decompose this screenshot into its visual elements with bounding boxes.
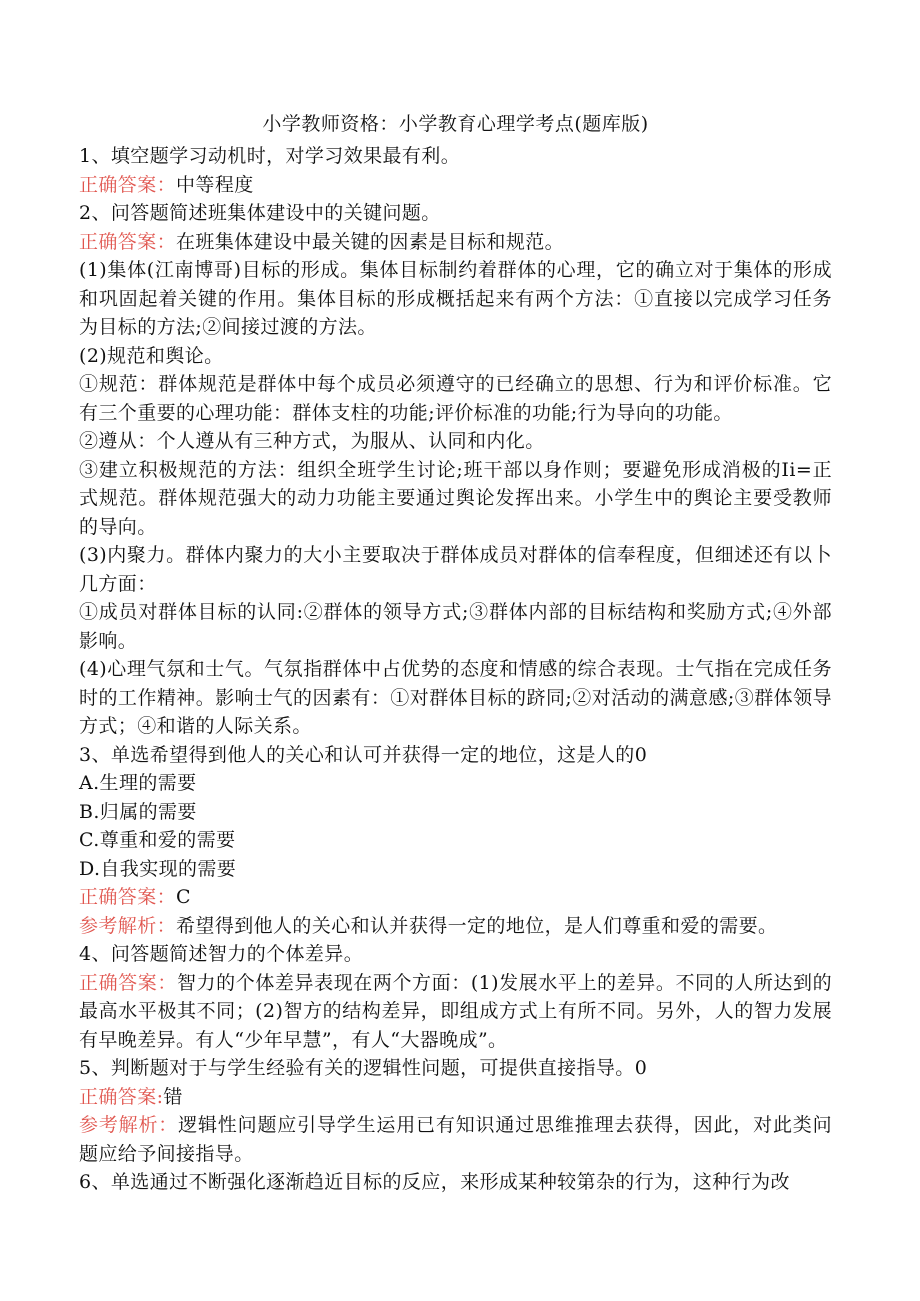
body-paragraph: B.归属的需要: [79, 800, 197, 823]
body-paragraph: ①规范：群体规范是群体中每个成员必须遵守的已经确立的思想、行为和评价标准。它有三个重要的心理功能：群体支柱的功能;评价标准的功能;行为导向的功能。: [79, 373, 832, 424]
answer-paragraph: [79, 1111, 832, 1168]
answer-text: 希望得到他人的关心和认并获得一定的地位，是人们尊重和爱的需要。: [176, 914, 778, 937]
body-paragraph: (4)心理气氛和士气。气氛指群体中占优势的态度和情感的综合表现。士气指在完成任务时的工作精神。影响士气的因素有：①对群体目标的跻同;②对活动的满意感;③群体领导方式；④和谐的人际关系。: [79, 658, 832, 737]
document-title: 小学教师资格：小学教育心理学考点(题库版): [262, 113, 649, 135]
document-body: [79, 142, 832, 1197]
answer-label: 正确答案：: [79, 886, 177, 908]
answer-label: 正确答案：: [79, 971, 177, 994]
answer-paragraph: [79, 969, 832, 1055]
body-paragraph: 1、填空题学习动机时，对学习效果最有利。: [79, 145, 461, 167]
body-paragraph: C.尊重和爱的需要: [79, 829, 236, 851]
answer-text: 错: [163, 1085, 183, 1108]
body-paragraph: 2、问答题简述班集体建设中的关键问题。: [79, 202, 441, 224]
body-paragraph: ③建立积极规范的方法：组织全班学生讨论;班干部以身作则；要避免形成消极的Ii=正式规范。群体规范强大的动力功能主要通过舆论发挥出来。小学生中的舆论主要受教师的导向。: [79, 458, 832, 538]
body-paragraph: 6、单选通过不断强化逐渐趋近目标的反应，来形成某种较第杂的行为，这种行为改: [79, 1171, 790, 1193]
body-paragraph: ②遵从：个人遵从有三种方式，为服从、认同和内化。: [79, 430, 545, 452]
answer-label: 正确答案:: [79, 1085, 164, 1108]
answer-text: 逻辑性问题应引导学生运用已有知识通过思维推理去获得，因此，对此类问题应给予间接指导。: [79, 1114, 832, 1165]
answer-label: 参考解析：: [79, 1114, 179, 1136]
body-paragraph: (1)集体(江南博哥)目标的形成。集体目标制约着群体的心理，它的确立对于集体的形成和巩固起着关键的作用。集体目标的形成概括起来有两个方法：①直接以完成学习任务为目标的方法;②间接过渡的方法。: [79, 259, 832, 338]
answer-text: 中等程度: [176, 173, 254, 196]
answer-paragraph: [79, 228, 832, 257]
answer-label: 参考解析：: [79, 914, 177, 937]
body-paragraph: 3、单选希望得到他人的关心和认可并获得一定的地位，这是人的0: [79, 743, 648, 766]
answer-label: 正确答案：: [79, 173, 177, 196]
answer-paragraph: [79, 883, 832, 912]
body-paragraph: (3)内聚力。群体内聚力的大小主要取决于群体成员对群体的信奉程度，但细述还有以卜几方面：: [79, 544, 832, 595]
answer-paragraph: [79, 912, 832, 941]
body-paragraph: D.自我实现的需要: [79, 857, 237, 880]
answer-text: C: [176, 886, 191, 908]
answer-text: 智力的个体差异表现在两个方面：(1)发展水平上的差异。不同的人所达到的最高水平极其不同；(2)智方的结构差异，即组成方式上有所不同。另外，人的智力发展有早晚差异。有人“少年早慧”，有人“大器晚成”。: [79, 971, 832, 1051]
answer-label: 正确答案：: [79, 230, 177, 253]
body-paragraph: (2)规范和舆论。: [79, 344, 224, 367]
answer-paragraph: [79, 171, 832, 200]
body-paragraph: 5、判断题对于与学生经验有关的逻辑性问题，可提供直接指导。0: [79, 1057, 648, 1079]
answer-text: 在班集体建设中最关键的因素是目标和规范。: [176, 230, 565, 253]
body-paragraph: ①成员对群体目标的认同:②群体的领导方式;③群体内部的目标结构和奖励方式;④外部影响。: [79, 601, 832, 652]
body-paragraph: 4、问答题简述智力的个体差异。: [79, 943, 364, 965]
answer-paragraph: [79, 1083, 832, 1112]
body-paragraph: A.生理的需要: [79, 772, 197, 794]
